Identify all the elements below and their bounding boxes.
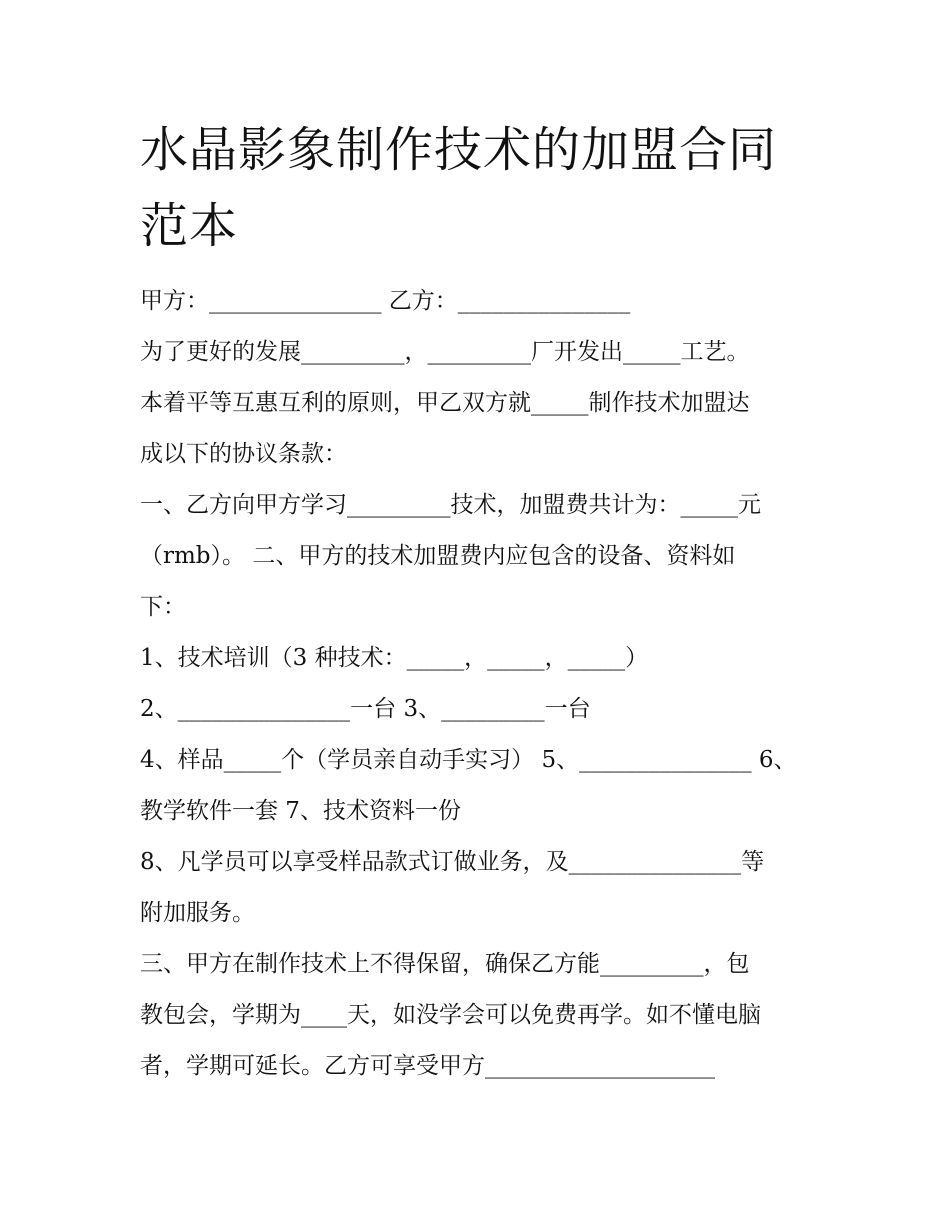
body-line: 者，学期可延长。乙方可享受甲方____________________ bbox=[140, 1053, 715, 1079]
document-title bbox=[140, 112, 820, 264]
clause-3-line: 三、甲方在制作技术上不得保留，确保乙方能_________，包 bbox=[140, 951, 750, 977]
clause-2-line: （rmb）。 二、甲方的技术加盟费内应包含的设备、资料如 bbox=[140, 543, 736, 569]
body-line: 附加服务。 bbox=[140, 900, 255, 926]
list-item-line: 8、凡学员可以享受样品款式订做业务，及_______________等 bbox=[140, 849, 765, 875]
list-item-line: 教学软件一套 7、技术资料一份 bbox=[140, 798, 461, 824]
list-item-line: 4、样品_____个（学员亲自动手实习） 5、_______________ 6、 bbox=[140, 747, 797, 773]
title-line: 水晶影象制作技术的加盟合同 bbox=[140, 122, 778, 178]
body-line: 教包会，学期为____天，如没学会可以免费再学。如不懂电脑 bbox=[140, 1002, 761, 1028]
list-item-line: 1、技术培训（3 种技术：_____，_____，_____） bbox=[140, 645, 649, 671]
body-line: 成以下的协议条款： bbox=[140, 441, 347, 467]
body-line-parties: 甲方：_______________ 乙方：_______________ bbox=[140, 288, 631, 314]
clause-1-line: 一、乙方向甲方学习_________技术，加盟费共计为：_____元 bbox=[140, 492, 761, 518]
body-line: 为了更好的发展_________，_________厂开发出_____工艺。 bbox=[140, 339, 750, 365]
body-line: 本着平等互惠互利的原则，甲乙双方就_____制作技术加盟达 bbox=[140, 390, 750, 416]
contract-body bbox=[140, 276, 820, 1092]
list-item-line: 2、_______________一台 3、_________一台 bbox=[140, 696, 591, 722]
body-line: 下： bbox=[140, 594, 186, 620]
title-line: 范本 bbox=[140, 198, 239, 254]
